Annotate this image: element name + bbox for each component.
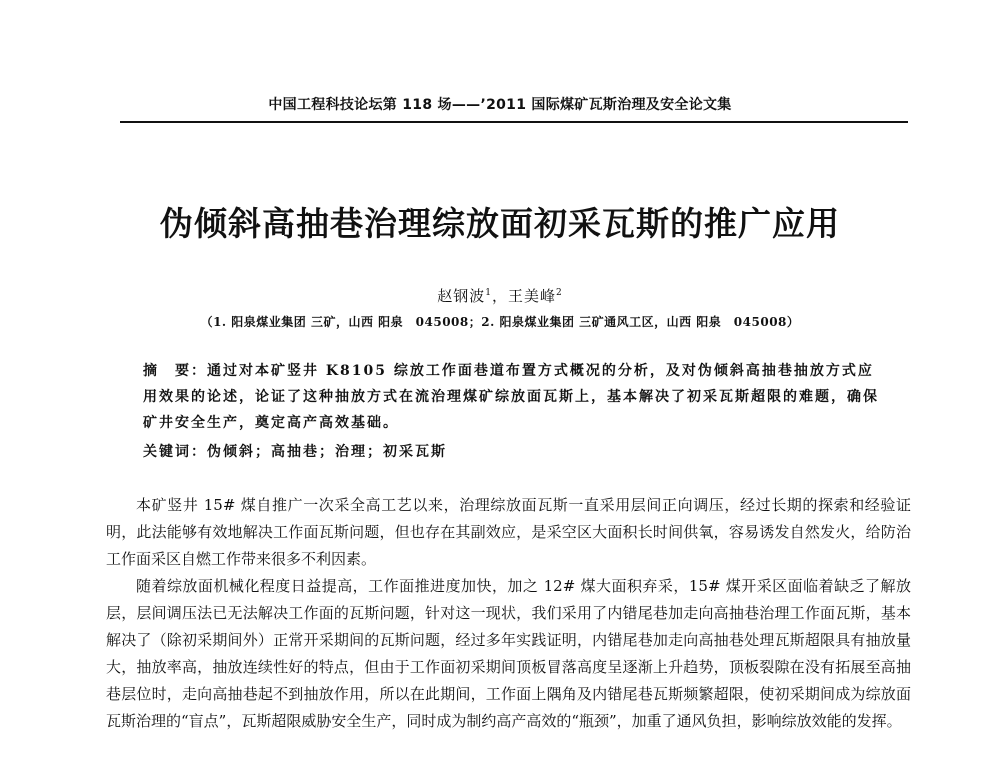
affiliation-line: （1. 阳泉煤业集团 三矿，山西 阳泉 045008；2. 阳泉煤业集团 三矿通风工区，山西 阳泉 045008） xyxy=(200,315,800,329)
author-affiliation-mark: 1 xyxy=(485,288,492,298)
author-line xyxy=(0,285,1000,306)
body-paragraph: 本矿竖井 15# 煤自推广一次采全高工艺以来，治理综放面瓦斯一直采用层间正向调压，经过长期的探索和经验证明，此法能够有效地解决工作面瓦斯问题，但也存在其副效应，是采空区大面积长时间供氧，容易诱发自然发火，给防治工作面采区自燃工作带来很多不利因素。 xyxy=(106,496,911,568)
abstract-text: 通过对本矿竖井 K8105 综放工作面巷道布置方式概况的分析，及对伪倾斜高抽巷抽放方式应用效果的论述，论证了这种抽放方式在流治理煤矿综放面瓦斯上，基本解决了初采瓦斯超限的难题，确保矿井安全生产，奠定高产高效基础。 xyxy=(143,363,879,431)
running-head: 中国工程科技论坛第 118 场——’2011 国际煤矿瓦斯治理及安全论文集 xyxy=(268,97,732,113)
author-separator: ， xyxy=(491,287,508,305)
keywords-text: 伪倾斜；高抽巷；治理；初采瓦斯 xyxy=(207,444,447,460)
header-rule xyxy=(120,121,908,123)
paper-title: 伪倾斜高抽巷治理综放面初采瓦斯的推广应用 xyxy=(160,204,840,243)
keywords xyxy=(143,439,883,465)
author-name: 赵钢波 xyxy=(437,287,486,305)
body-text xyxy=(106,492,911,735)
author-name: 王美峰 xyxy=(508,287,557,305)
abstract xyxy=(143,358,883,436)
abstract-label: 摘 要： xyxy=(143,363,207,379)
body-paragraph: 随着综放面机械化程度日益提高，工作面推进度加快，加之 12# 煤大面积弃采，15# 煤开采区面临着缺乏了解放层，层间调压法已无法解决工作面的瓦斯问题，针对这一现状，我们采用了内错尾巷加走向高抽巷治理工作面瓦斯，基本解决了（除初采期间外）正常开采期间的瓦斯问题，经过多年实践证明，内错尾巷加走向高抽巷处理瓦斯超限具有抽放量大，抽放率高，抽放连续性好的特点，但由于工作面初采期间顶板冒落高度呈逐渐上升趋势，顶板裂隙在没有拓展至高抽巷层位时，走向高抽巷起不到抽放作用，所以在此期间，工作面上隅角及内错尾巷瓦斯频繁超限，使初采期间成为综放面瓦斯治理的“盲点”，瓦斯超限威胁安全生产，同时成为制约高产高效的“瓶颈”，加重了通风负担，影响综放效能的发挥。 xyxy=(106,577,911,730)
author-affiliation-mark: 2 xyxy=(556,288,563,298)
keywords-label: 关键词： xyxy=(143,444,207,460)
